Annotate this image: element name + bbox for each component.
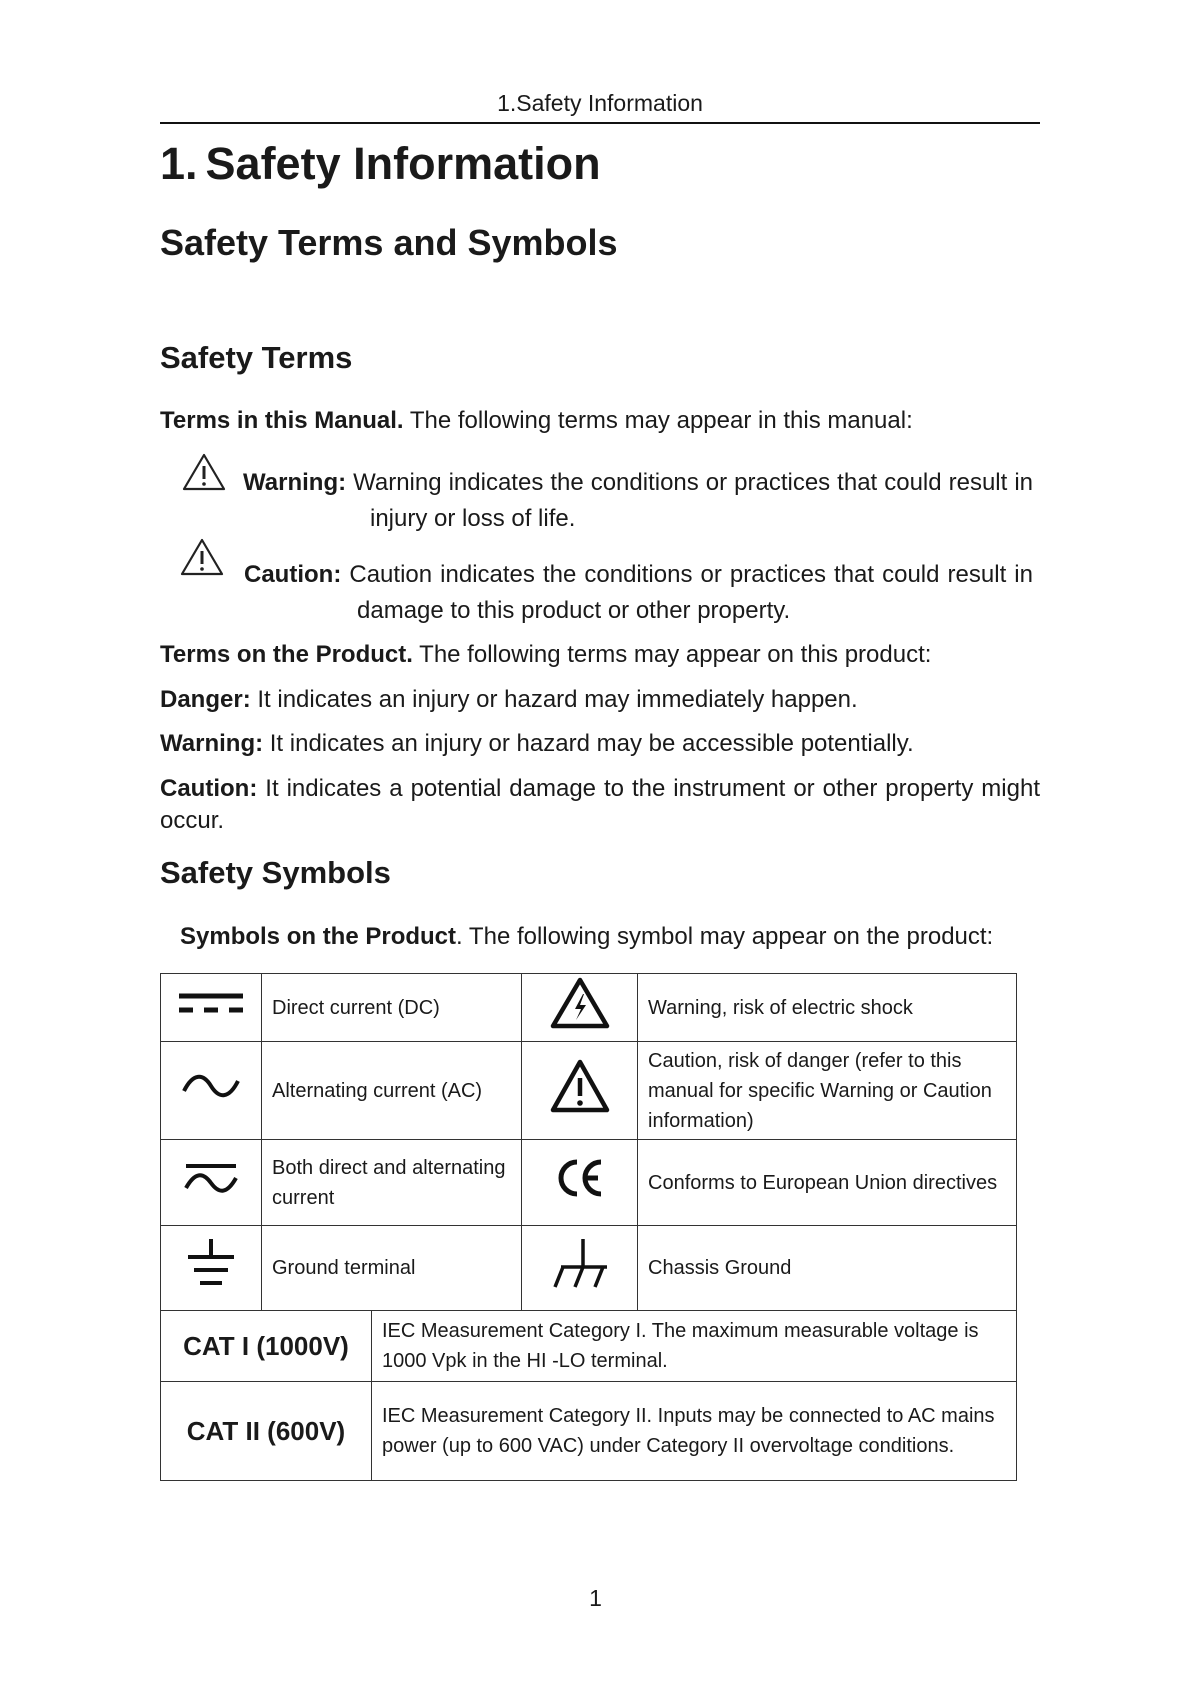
product-danger-term	[160, 684, 1040, 716]
manual-caution-text-line1: Caution indicates the conditions or practices that could result in	[341, 561, 1033, 588]
safety-symbols-heading: Safety Symbols	[160, 855, 391, 890]
product-danger-text: It indicates an injury or hazard may immediately happen.	[250, 686, 858, 713]
cat-label: CAT II (600V)	[161, 1382, 372, 1481]
symbol-description: Conforms to European Union directives	[638, 1140, 1017, 1226]
electric-shock-warning-icon	[549, 976, 611, 1030]
table-row	[161, 974, 1017, 1042]
table-row	[161, 1226, 1017, 1311]
chassis-ground-icon	[549, 1237, 611, 1291]
symbol-description: Ground terminal	[262, 1226, 522, 1311]
chapter-title	[160, 138, 601, 190]
symbol-cell	[161, 1226, 262, 1311]
symbol-cell	[522, 1042, 638, 1140]
safety-terms-heading: Safety Terms	[160, 340, 353, 375]
manual-caution-label: Caution:	[244, 561, 342, 588]
section-title: Safety Terms and Symbols	[160, 222, 618, 263]
product-warning-term	[160, 728, 1040, 760]
header-divider	[160, 122, 1040, 124]
table-row	[161, 1042, 1017, 1140]
chapter-title-text: Safety Information	[205, 138, 601, 189]
symbol-description: Alternating current (AC)	[262, 1042, 522, 1140]
symbol-cell	[161, 1042, 262, 1140]
symbol-cell	[522, 1140, 638, 1226]
ground-terminal-icon	[186, 1237, 236, 1291]
manual-warning-term	[243, 467, 1033, 499]
manual-warning-text-line1: Warning indicates the conditions or practices that could result in	[346, 469, 1033, 496]
cat-description: IEC Measurement Category I. The maximum measurable voltage is 1000 Vpk in the HI -LO terminal.	[372, 1311, 1017, 1382]
table-row	[161, 1140, 1017, 1226]
symbol-description: Direct current (DC)	[262, 974, 522, 1042]
product-caution-text: It indicates a potential damage to the instrument or other property might occur.	[160, 775, 1040, 834]
manual-terms-text: The following terms may appear in this manual:	[403, 407, 913, 434]
symbol-cell	[522, 1226, 638, 1311]
product-terms-label: Terms on the Product.	[160, 641, 413, 668]
running-header: 1.Safety Information	[497, 90, 703, 116]
cat-description: IEC Measurement Category II. Inputs may be connected to AC mains power (up to 600 VAC) under Category II overvoltage conditions.	[372, 1382, 1017, 1481]
product-warning-text: It indicates an injury or hazard may be accessible potentially.	[263, 730, 914, 757]
product-terms-intro	[160, 639, 1040, 671]
manual-warning-label: Warning:	[243, 469, 347, 496]
symbol-cell	[161, 1140, 262, 1226]
warning-triangle-icon	[181, 452, 227, 492]
page-number: 1	[589, 1585, 602, 1611]
ce-mark-icon	[555, 1156, 605, 1200]
symbol-description: Chassis Ground	[638, 1226, 1017, 1311]
product-caution-label: Caution:	[160, 775, 258, 802]
direct-current-icon	[176, 988, 246, 1018]
manual-warning-text-line2: injury or loss of life.	[370, 505, 576, 532]
symbol-cell	[161, 974, 262, 1042]
manual-terms-intro	[160, 405, 1040, 437]
safety-symbols-table	[160, 973, 1017, 1481]
symbols-intro-text: . The following symbol may appear on the product:	[456, 923, 994, 950]
cat-label: CAT I (1000V)	[161, 1311, 372, 1382]
symbol-description: Warning, risk of electric shock	[638, 974, 1017, 1042]
symbols-intro	[180, 921, 1060, 953]
caution-danger-icon	[549, 1058, 611, 1114]
table-row	[161, 1311, 1017, 1382]
alternating-current-icon	[181, 1071, 241, 1101]
product-warning-label: Warning:	[160, 730, 264, 757]
chapter-number: 1.	[160, 138, 198, 189]
caution-triangle-icon	[179, 537, 225, 577]
manual-caution-term	[244, 559, 1033, 591]
symbol-description: Caution, risk of danger (refer to this manual for specific Warning or Caution information)	[638, 1042, 1017, 1140]
product-danger-label: Danger:	[160, 686, 251, 713]
symbols-intro-label: Symbols on the Product	[180, 923, 457, 950]
manual-terms-label: Terms in this Manual.	[160, 407, 404, 434]
symbol-cell	[522, 974, 638, 1042]
both-current-icon	[181, 1158, 241, 1198]
product-terms-text: The following terms may appear on this product:	[412, 641, 932, 668]
symbol-description: Both direct and alternating current	[262, 1140, 522, 1226]
table-row	[161, 1382, 1017, 1481]
product-caution-term	[160, 773, 1040, 837]
manual-caution-text-line2: damage to this product or other property.	[357, 597, 791, 624]
